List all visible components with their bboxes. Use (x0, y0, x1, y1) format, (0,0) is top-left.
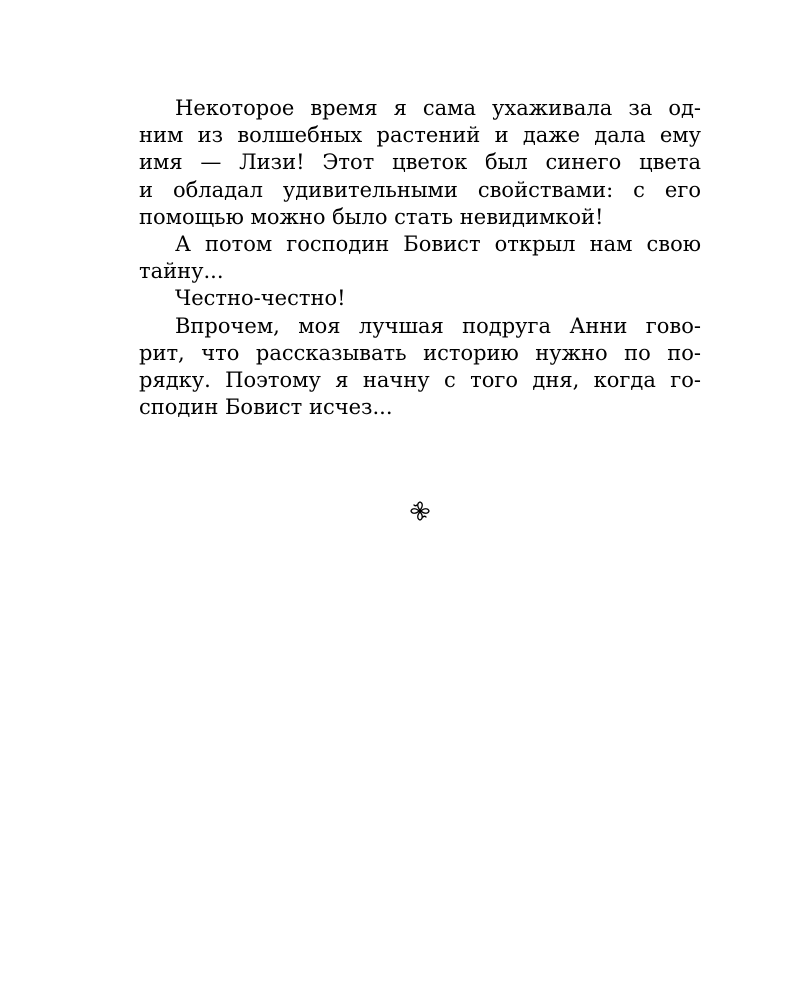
text-line: Некоторое время я сама ухаживала за од- (175, 96, 701, 120)
paragraph (139, 313, 701, 422)
floral-ornament-icon (409, 500, 431, 522)
paragraph (139, 231, 701, 285)
text-line: А потом господин Бовист открыл нам свою (175, 231, 701, 256)
text-line: Честно-честно! (175, 286, 346, 311)
text-line: рядку. Поэтому я начну с того дня, когда го- (139, 367, 701, 392)
paragraph (139, 95, 701, 231)
text-line: тайну... (139, 259, 224, 284)
text-line: помощью можно было стать невидимкой! (139, 204, 604, 229)
text-line: ним из волшебных растений и даже дала ему (139, 123, 701, 148)
text-line: и обладал удивительными свойствами: с его (139, 177, 701, 202)
paragraph (139, 285, 701, 312)
text-line: Впрочем, моя лучшая подруга Анни гово- (175, 313, 701, 338)
page-text (139, 95, 701, 421)
text-line: рит, что рассказывать историю нужно по по- (139, 340, 701, 365)
text-line: имя — Лизи! Этот цветок был синего цвета (139, 150, 701, 175)
text-line: сподин Бовист исчез... (139, 395, 393, 420)
